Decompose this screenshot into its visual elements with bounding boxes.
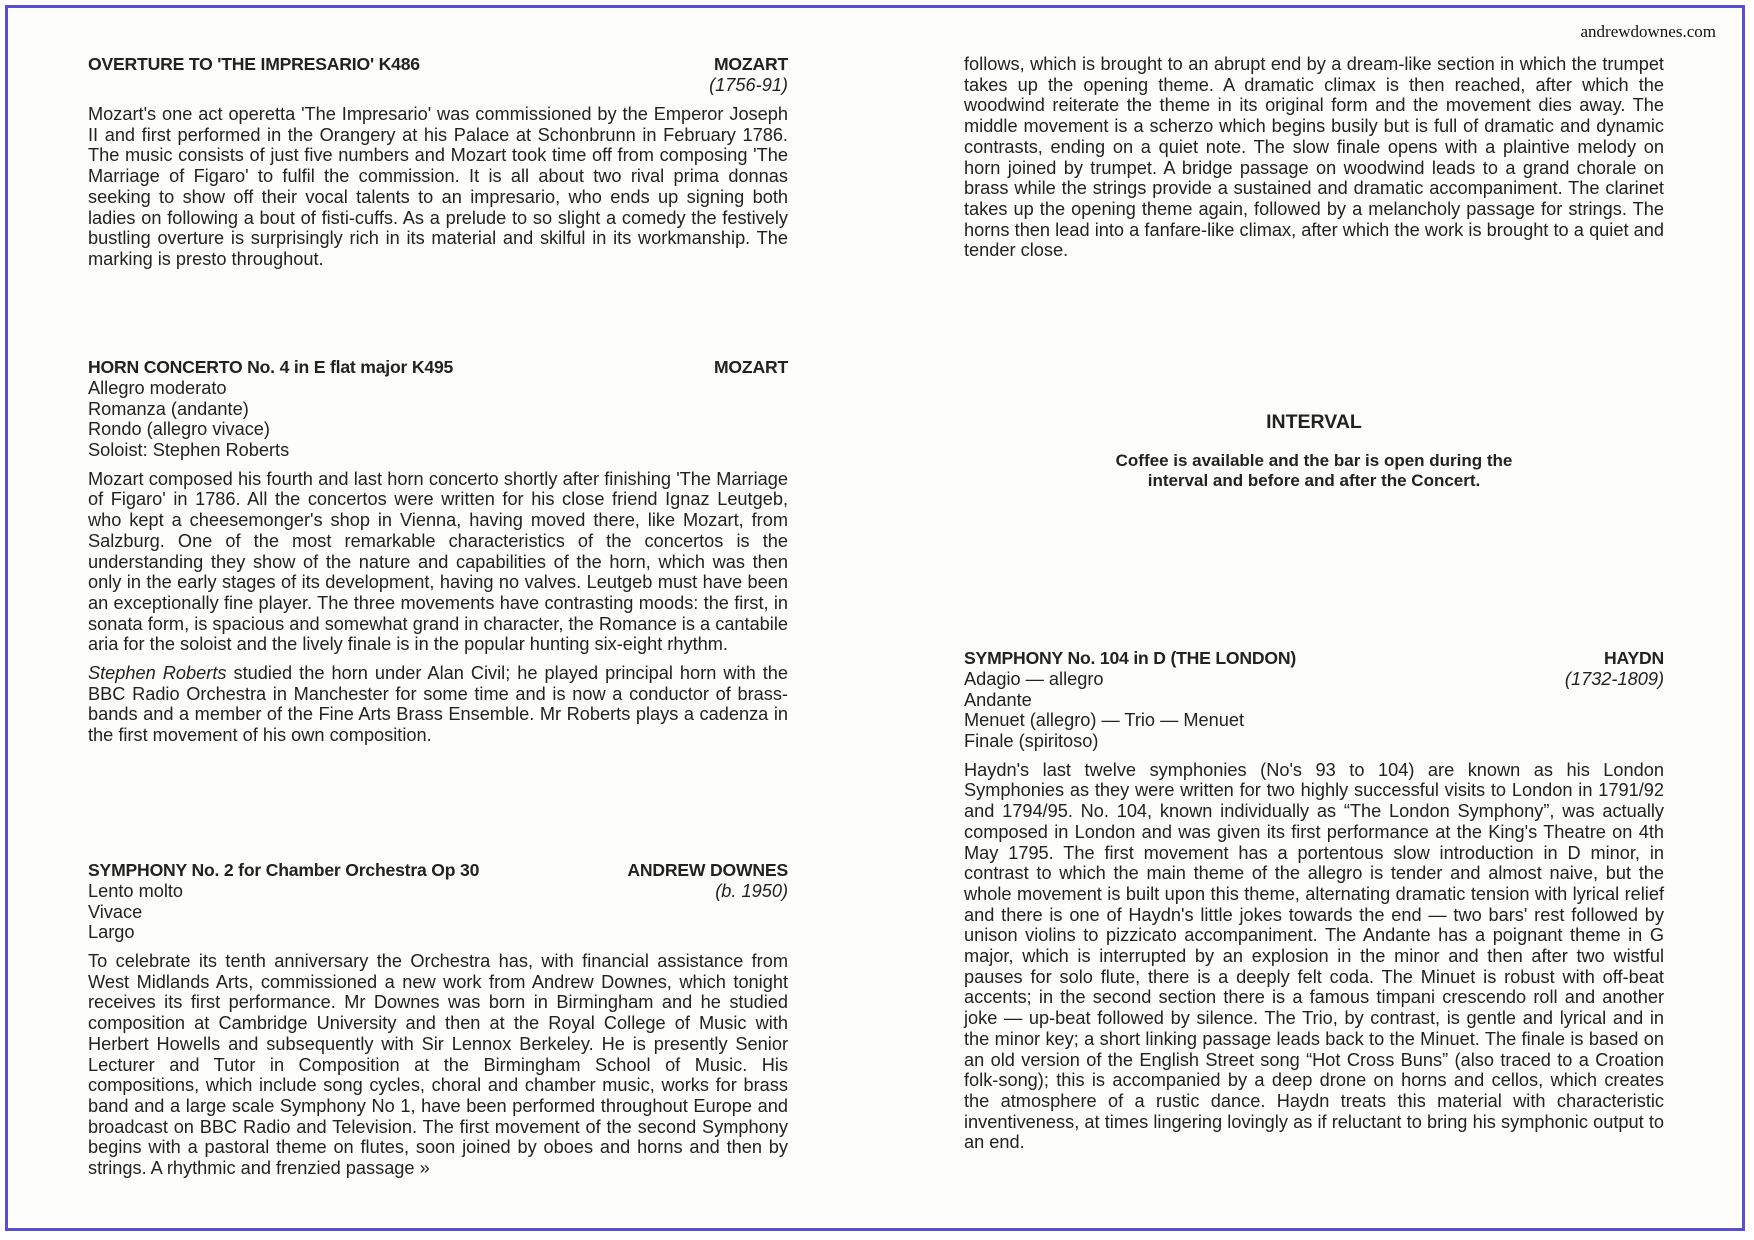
horn-concerto-title: HORN CONCERTO No. 4 in E flat major K495 — [88, 357, 454, 377]
interval-title: INTERVAL — [1266, 411, 1362, 433]
soloist-bio-name: Stephen Roberts — [88, 663, 227, 684]
impresario-title: OVERTURE TO 'THE IMPRESARIO' K486 — [88, 54, 420, 74]
downes-dates: (b. 1950) — [715, 881, 788, 901]
movement-item: Vivace — [88, 901, 143, 922]
interval-section — [964, 412, 1664, 492]
movement-item: Romanza (andante) — [88, 398, 249, 419]
movement-item: Finale (spiritoso) — [964, 731, 1099, 752]
soloist-bio — [88, 663, 788, 746]
impresario-section — [88, 54, 788, 270]
interval-note-line1: Coffee is available and the bar is open during the — [1115, 450, 1513, 470]
downes-heading — [88, 860, 788, 881]
haydn-description: Haydn's last twelve symphonies (No's 93 to 104) are known as his London Symphonies as they were written for two highly successful visits to London in 1791/92 and 1794/95. No. 104, known individually as “The London Symphony”, was actually composed in London and was given its first performance at the King's Theatre on 4th May 1795. The first movement has a portentous slow introduction in D minor, in contrast to which the main theme of the allegro is tender and almost naive, but the whole movement is built upon this theme, alternating dramatic tension with lyrical relief and there is one of Haydn's little jokes towards the end — two bars' rest followed by unison violins to pizzicato accompaniment. The Andante has a poignant theme in G major, which is interrupted by an explosion in the minor and then after two wistful pauses for solo flute, there is a deeply felt coda. The Minuet is robust with off-beat accents; in the second section there is a famous timpani crescendo roll and another joke — up-beat followed by silence. The Trio, by contrast, is gentle and lyrical and in the minor key; a short linking passage leads back to the Minuet. The finale is based on an old version of the English Street song “Hot Cross Buns” (also traced to a Croation folk-song); this is accompanied by a deep drone on horns and cellos, which creates the atmosphere of a rustic dance. Haydn treats this material with characteristic inventiveness, at times lingering lovingly as if reluctant to bring his symphonic output to an end. — [964, 759, 1664, 1153]
haydn-section — [964, 648, 1664, 1153]
haydn-title: SYMPHONY No. 104 in D (THE LONDON) — [964, 648, 1297, 668]
downes-section — [88, 860, 788, 1179]
page-frame — [5, 5, 1745, 1231]
movement-item: Lento molto — [88, 881, 184, 901]
downes-composer: ANDREW DOWNES — [627, 860, 788, 880]
soloist-line: Soloist: Stephen Roberts — [88, 440, 290, 461]
soloist-bio-text: studied the horn under Alan Civil; he played principal horn with the BBC Radio Orchestra in Manchester for some time and is now a conductor of brass-bands and a member of the Fine Arts Brass Ensemble. Mr Roberts plays a cadenza in the first movement of his own composition. — [88, 663, 788, 746]
movement-item: Menuet (allegro) — Trio — Menuet — [964, 710, 1244, 731]
horn-concerto-heading — [88, 357, 788, 378]
interval-note-line2: interval and before and after the Concert. — [1147, 471, 1481, 491]
horn-concerto-description: Mozart composed his fourth and last horn concerto shortly after finishing 'The Marriage of Figaro' in 1786. All the concertos were written for his close friend Ignaz Leutgeb, who kept a cheesemonger's shop in Vienna, having moved there, like Mozart, from Salzburg. One of the most remarkable characteristics of the concertos is the understanding they show of the nature and capabilities of the horn, which was then only in the early stages of its development, having no valves. Leutgeb must have been an exceptionally fine player. The three movements have contrasting moods: the first, in sonata form, is spacious and somewhat grand in character, the Romance is a cantabile aria for the soloist and the lively finale is in the popular hunting six-eight rhythm. — [88, 468, 788, 655]
haydn-dates: (1732-1809) — [1564, 669, 1664, 689]
movement-item: Adagio — allegro — [964, 669, 1104, 689]
horn-concerto-section — [88, 357, 788, 746]
impresario-composer: MOZART — [713, 54, 788, 74]
movement-item: Allegro moderato — [88, 378, 227, 398]
movement-item: Rondo (allegro vivace) — [88, 419, 270, 440]
haydn-heading — [964, 648, 1664, 669]
movement-item: Largo — [88, 922, 135, 943]
site-watermark: andrewdownes.com — [1580, 22, 1716, 41]
downes-continuation: follows, which is brought to an abrupt end by a dream-like section in which the trumpet takes up the opening theme. A dramatic climax is then reached, after which the woodwind reiterate the theme in its original form and the movement dies away. The middle movement is a scherzo which begins busily but is full of dramatic and dynamic contrasts, ending on a quiet note. The slow finale opens with a plaintive melody on horn joined by trumpet. A bridge passage on woodwind leads to a grand chorale on brass while the strings provide a sustained and dramatic accompaniment. The clarinet takes up the opening theme again, followed by a melancholy passage for strings. The horns then lead into a fanfare-like climax, after which the work is brought to a quiet and tender close. — [964, 54, 1664, 261]
downes-continuation-section — [964, 54, 1664, 261]
movement-item: Andante — [964, 689, 1032, 710]
haydn-composer: HAYDN — [1604, 648, 1664, 668]
horn-concerto-composer: MOZART — [713, 357, 788, 377]
impresario-dates: (1756-91) — [709, 75, 788, 95]
impresario-description: Mozart's one act operetta 'The Impresario' was commissioned by the Emperor Joseph II and first performed in the Orangery at his Palace at Schonbrunn in February 1786. The music consists of just five numbers and Mozart took time off from composing 'The Marriage of Figaro' to fulfil the commission. It is all about two rival prima donnas seeking to show off their vocal talents to an impresario, who ends up signing both ladies on following a bout of fisti-cuffs. As a prelude to so slight a comedy the festively bustling overture is surprisingly rich in its material and skilful in its workmanship. The marking is presto throughout. — [88, 104, 788, 269]
downes-description: To celebrate its tenth anniversary the Orchestra has, with financial assistance from West Midlands Arts, commissioned a new work from Andrew Downes, which tonight receives its first performance. Mr Downes was born in Birmingham and he studied composition at Cambridge University and then at the Royal College of Music with Herbert Howells and subsequently with Sir Lennox Berkeley. He is presently Senior Lecturer and Tutor in Composition at the Birmingham School of Music. His compositions, which include song cycles, choral and chamber music, works for brass band and a large scale Symphony No 1, have been performed throughout Europe and broadcast on BBC Radio and Television. The first movement of the second Symphony begins with a pastoral theme on flutes, soon joined by oboes and horns and then by strings. A rhythmic and frenzied passage » — [88, 951, 788, 1179]
downes-title: SYMPHONY No. 2 for Chamber Orchestra Op 30 — [88, 860, 480, 880]
impresario-heading — [88, 54, 788, 75]
